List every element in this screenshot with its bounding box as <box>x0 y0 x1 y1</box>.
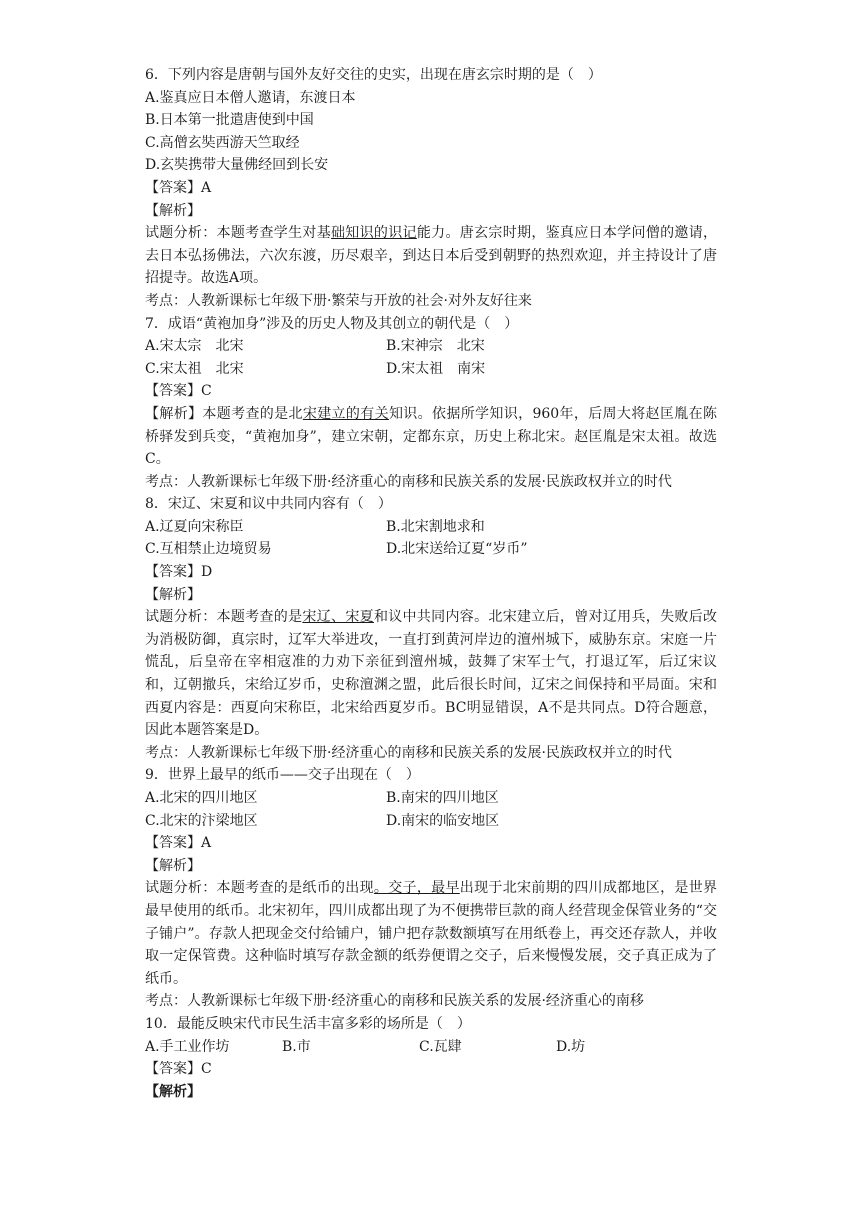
option-row <box>145 1036 717 1059</box>
option-c: C.北宋的汴梁地区 <box>145 812 258 829</box>
answer: 【答案】C <box>145 383 212 400</box>
answer: 【答案】A <box>145 835 212 852</box>
analysis-text: 试题分析：本题考查学生对基础知识的识记能力。唐玄宗时期，鉴真应日本学问僧的邀请，去日本弘扬佛法，六次东渡，历尽艰辛，到达日本后受到朝野的热烈欢迎，并主持设计了唐招提寺。故选A项。 <box>145 225 718 287</box>
option-row <box>145 516 717 539</box>
answer: 【答案】C <box>145 1061 212 1078</box>
option-d: D.北宋送给辽夏“岁币” <box>386 541 528 558</box>
question-7 <box>145 313 717 494</box>
question-stem: 7．成语“黄袍加身”涉及的历史人物及其创立的朝代是（ ） <box>145 315 519 332</box>
analysis-label: 【解析】 <box>145 586 201 603</box>
option-d: D.坊 <box>556 1038 586 1055</box>
kaodian: 考点：人教新课标七年级下册·繁荣与开放的社会·对外友好往来 <box>145 292 532 309</box>
kaodian: 考点：人教新课标七年级下册·经济重心的南移和民族关系的发展·民族政权并立的时代 <box>145 473 672 490</box>
option-c: C.宋太祖 北宋 <box>145 360 244 377</box>
option-b: B.宋神宗 北宋 <box>386 338 485 355</box>
option-b: B.南宋的四川地区 <box>386 790 499 806</box>
option-row <box>145 335 717 358</box>
option-row <box>145 538 717 561</box>
option-row <box>145 358 717 381</box>
option-b: B.北宋割地求和 <box>386 518 485 535</box>
question-9 <box>145 764 717 1013</box>
option-c: C.互相禁止边境贸易 <box>145 541 272 558</box>
option-d: D.南宋的临安地区 <box>386 812 500 829</box>
analysis-label: 【解析】 <box>145 202 201 219</box>
option-d: D.宋太祖 南宋 <box>386 360 486 377</box>
analysis-text: 【解析】本题考查的是北宋建立的有关知识。依据所学知识，960年，后周大将赵匡胤在陈桥驿发到兵变，“黄袍加身”，建立宋朝，定都东京，历史上称北宋。赵匡胤是宋太祖。故选C。 <box>145 405 718 468</box>
question-10 <box>145 1013 717 1103</box>
analysis-label: 【解析】 <box>145 857 201 874</box>
option-a: A.手工业作坊 <box>145 1038 230 1055</box>
analysis-text: 试题分析：本题考查的是宋辽、宋夏和议中共同内容。北宋建立后，曾对辽用兵，失败后改为消极防御，真宗时，辽军大举进攻，一直打到黄河岸边的澶州城下，威胁东京。宋庭一片慌乱，后皇帝在宰相寇准的力劝下亲征到澶州城，鼓舞了宋军士气，打退辽军，后辽宋议和，辽朝撤兵，宋给辽岁币，史称澶渊之盟，此后很长时间，辽宋之间保持和平局面。宋和西夏内容是：西夏向宋称臣，北宋给西夏岁币。BC明显错误，A不是共同点。D符合题意，因此本题答案是D。 <box>145 609 718 739</box>
question-stem: 6．下列内容是唐朝与国外友好交往的史实，出现在唐玄宗时期的是（ ） <box>145 67 602 83</box>
question-6 <box>145 64 717 313</box>
analysis-label: 【解析】 <box>145 1083 201 1100</box>
question-stem: 10．最能反映宋代市民生活丰富多彩的场所是（ ） <box>145 1015 471 1032</box>
answer: 【答案】A <box>145 179 212 196</box>
option-row <box>145 810 717 833</box>
option-c: C.高僧玄奘西游天竺取经 <box>145 134 300 151</box>
option-row <box>145 787 717 810</box>
question-stem: 8．宋辽、宋夏和议中共同内容有（ ） <box>145 496 392 513</box>
analysis-text: 试题分析：本题考查的是纸币的出现。交子，最早出现于北宋前期的四川成都地区，是世界最早使用的纸币。北宋初年，四川成都出现了为不便携带巨款的商人经营现金保管业务的“交子铺户”。存款人把现金交付给铺户，铺户把存款数额填写在用纸卷上，再交还存款人，并收取一定保管费。这种临时填写存款金额的纸券便谓之交子，后来慢慢发展，交子真正成为了纸币。 <box>145 880 718 987</box>
option-a: A.宋太宗 北宋 <box>145 338 244 355</box>
kaodian: 考点：人教新课标七年级下册·经济重心的南移和民族关系的发展·民族政权并立的时代 <box>145 744 672 761</box>
question-8 <box>145 493 717 764</box>
kaodian: 考点：人教新课标七年级下册·经济重心的南移和民族关系的发展·经济重心的南移 <box>145 993 644 1010</box>
option-b: B.日本第一批遣唐使到中国 <box>145 112 314 129</box>
option-a: A.鉴真应日本僧人邀请，东渡日本 <box>145 89 356 106</box>
option-b: B.市 <box>282 1038 311 1055</box>
answer: 【答案】D <box>145 564 213 581</box>
option-a: A.北宋的四川地区 <box>145 790 258 806</box>
question-stem: 9．世界上最早的纸币——交子出现在（ ） <box>145 767 420 784</box>
document-page <box>145 64 717 1103</box>
option-c: C.瓦肆 <box>419 1038 462 1055</box>
option-d: D.玄奘携带大量佛经回到长安 <box>145 157 329 174</box>
option-a: A.辽夏向宋称臣 <box>145 518 244 535</box>
